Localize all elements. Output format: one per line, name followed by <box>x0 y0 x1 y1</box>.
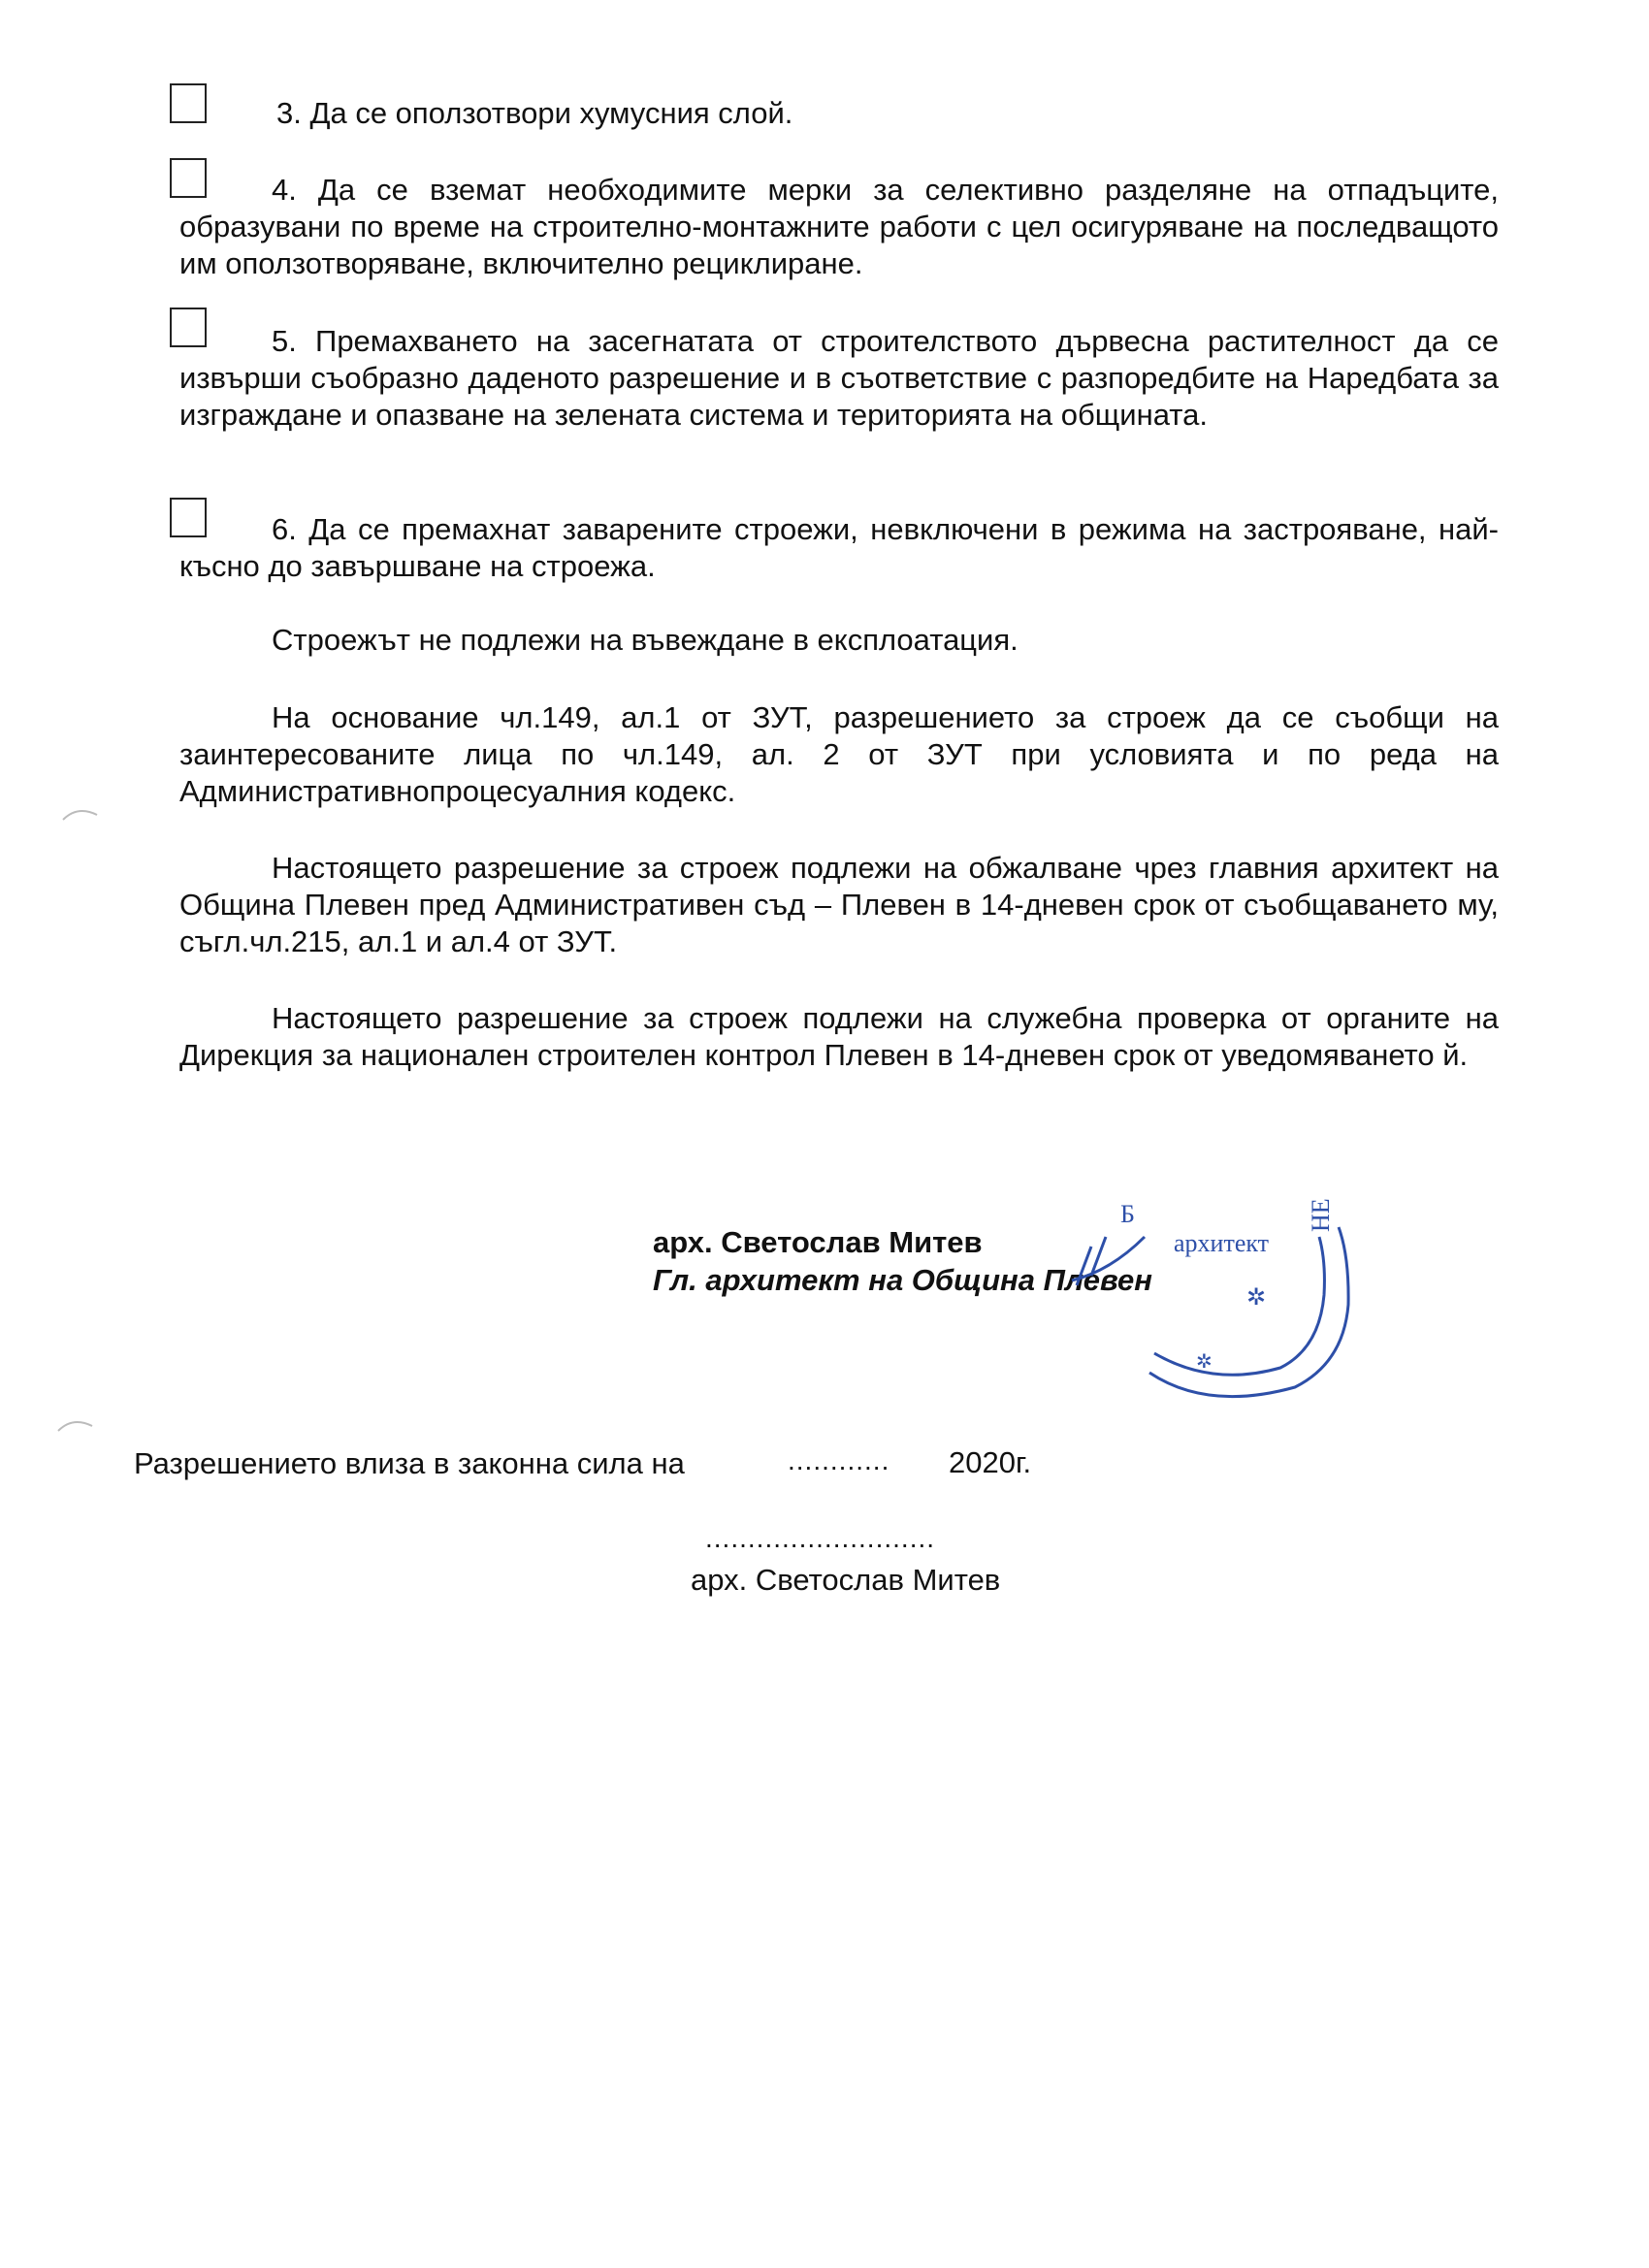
appeal-paragraph: Настоящето разрешение за строеж подлежи на обжалване чрез главния архитект на Община Плевен пред Административен съд – Плевен в 14-дневен срок от съобщаването му, съгл.чл.215, ал.1 и ал.4 от ЗУТ. <box>179 851 1499 958</box>
item-6-text: 6. Да се премахнат заварените строежи, невключени в режима на застрояване, най-късно до завършване на строежа. <box>179 512 1499 583</box>
effective-label: Разрешението влиза в законна сила на <box>134 1446 685 1480</box>
svg-text:✲: ✲ <box>1196 1349 1212 1373</box>
effective-date-line <box>134 1445 685 1482</box>
scan-mark-1 <box>58 800 107 829</box>
signer-title: Гл. архитект на Община Плевен <box>653 1263 1152 1297</box>
no-commissioning-paragraph: Строежът не подлежи на въвеждане в експлоатация. <box>272 623 1018 657</box>
effective-year: 2020г. <box>949 1445 1032 1479</box>
svg-text:НЕ: НЕ <box>1307 1198 1335 1232</box>
official-stamp <box>1052 1179 1363 1411</box>
notification-paragraph: На основание чл.149, ал.1 от ЗУТ, разрешението за строеж да се съобщи на заинтересованите лица по чл.149, ал. 2 от ЗУТ при условията и по реда на Административнопроцесуалния кодекс. <box>179 700 1499 808</box>
signer-name: арх. Светослав Митев <box>653 1225 983 1259</box>
item-3-text: 3. Да се оползотвори хумусния слой. <box>276 96 793 130</box>
scan-mark-2 <box>53 1411 102 1441</box>
stamp-text: архитект <box>1174 1229 1270 1257</box>
inspection-paragraph: Настоящето разрешение за строеж подлежи на служебна проверка от органите на Дирекция за национален строителен контрол Плевен в 14-дневен срок от уведомяването й. <box>179 1001 1499 1072</box>
item-4-text: 4. Да се вземат необходимите мерки за селективно разделяне на отпадъците, образувани по време на строително-монтажните работи с цел осигуряване на последващото им оползотворяване, включително рециклиране. <box>179 173 1499 280</box>
item-5-text: 5. Премахването на засегнатата от строителството дървесна растителност да се извърши съобразно даденото разрешение и в съответствие с разпоредбите на Наредбата за изграждане и опазване на зелената система и територията на общината. <box>179 324 1499 432</box>
svg-text:✲: ✲ <box>1246 1283 1267 1311</box>
signature-dots: ........................... <box>705 1523 936 1553</box>
svg-text:Б: Б <box>1120 1200 1135 1228</box>
item-3-checkbox[interactable] <box>170 83 207 123</box>
effective-date-dots: ............ <box>788 1445 890 1475</box>
footer-signer-name: арх. Светослав Митев <box>691 1563 1001 1597</box>
